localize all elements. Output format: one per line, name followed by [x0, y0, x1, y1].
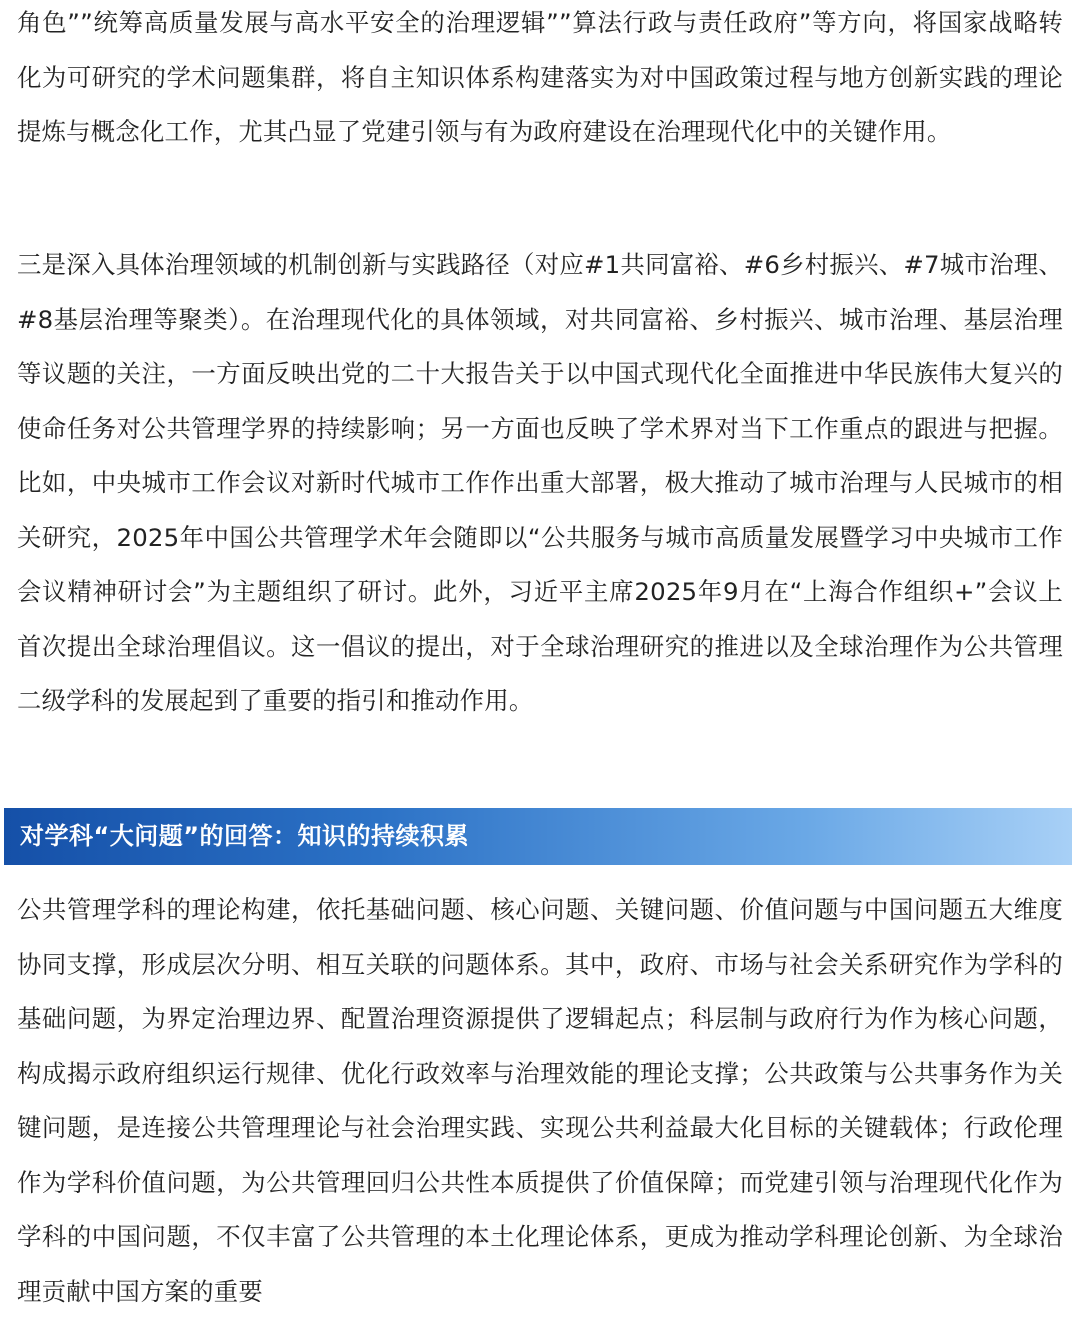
article-paragraph-3: 公共管理学科的理论构建，依托基础问题、核心问题、关键问题、价值问题与中国问题五大维度协同支撑，形成层次分明、相互关联的问题体系。其中，政府、市场与社会关系研究作为学科的基础问题，为界定治理边界、配置治理资源提供了逻辑起点；科层制与政府行为作为核心问题，构成揭示政府组织运行规律、优化行政效率与治理效能的理论支撑；公共政策与公共事务作为关键问题，是连接公共管理理论与社会治理实践、实现公共利益最大化目标的关键载体；行政伦理作为学科价值问题，为公共管理回归公共性本质提供了价值保障；而党建引领与治理现代化作为学科的中国问题，不仅丰富了公共管理的本土化理论体系，更成为推动学科理论创新、为全球治理贡献中国方案的重要: [17, 895, 1063, 1306]
article-paragraph-2: 三是深入具体治理领域的机制创新与实践路径（对应#1共同富裕、#6乡村振兴、#7城市治理、#8基层治理等聚类）。在治理现代化的具体领域，对共同富裕、乡村振兴、城市治理、基层治理等议题的关注，一方面反映出党的二十大报告关于以中国式现代化全面推进中华民族伟大复兴的使命任务对公共管理学界的持续影响；另一方面也反映了学术界对当下工作重点的跟进与把握。比如，中央城市工作会议对新时代城市工作作出重大部署，极大推动了城市治理与人民城市的相关研究，2025年中国公共管理学术年会随即以“公共服务与城市高质量发展暨学习中央城市工作会议精神研讨会”为主题组织了研讨。此外，习近平主席2025年9月在“上海合作组织+”会议上首次提出全球治理倡议。这一倡议的提出，对于全球治理研究的推进以及全球治理作为公共管理二级学科的发展起到了重要的指引和推动作用。: [17, 250, 1064, 715]
section-title: 对学科“大问题”的回答：知识的持续积累: [20, 822, 470, 850]
section-header-banner: [4, 808, 1072, 865]
article-paragraph-1: 角色””统筹高质量发展与高水平安全的治理逻辑””算法行政与责任政府”等方向，将国家战略转化为可研究的学术问题集群，将自主知识体系构建落实为对中国政策过程与地方创新实践的理论提炼与概念化工作，尤其凸显了党建引领与有为政府建设在治理现代化中的关键作用。: [17, 8, 1063, 146]
